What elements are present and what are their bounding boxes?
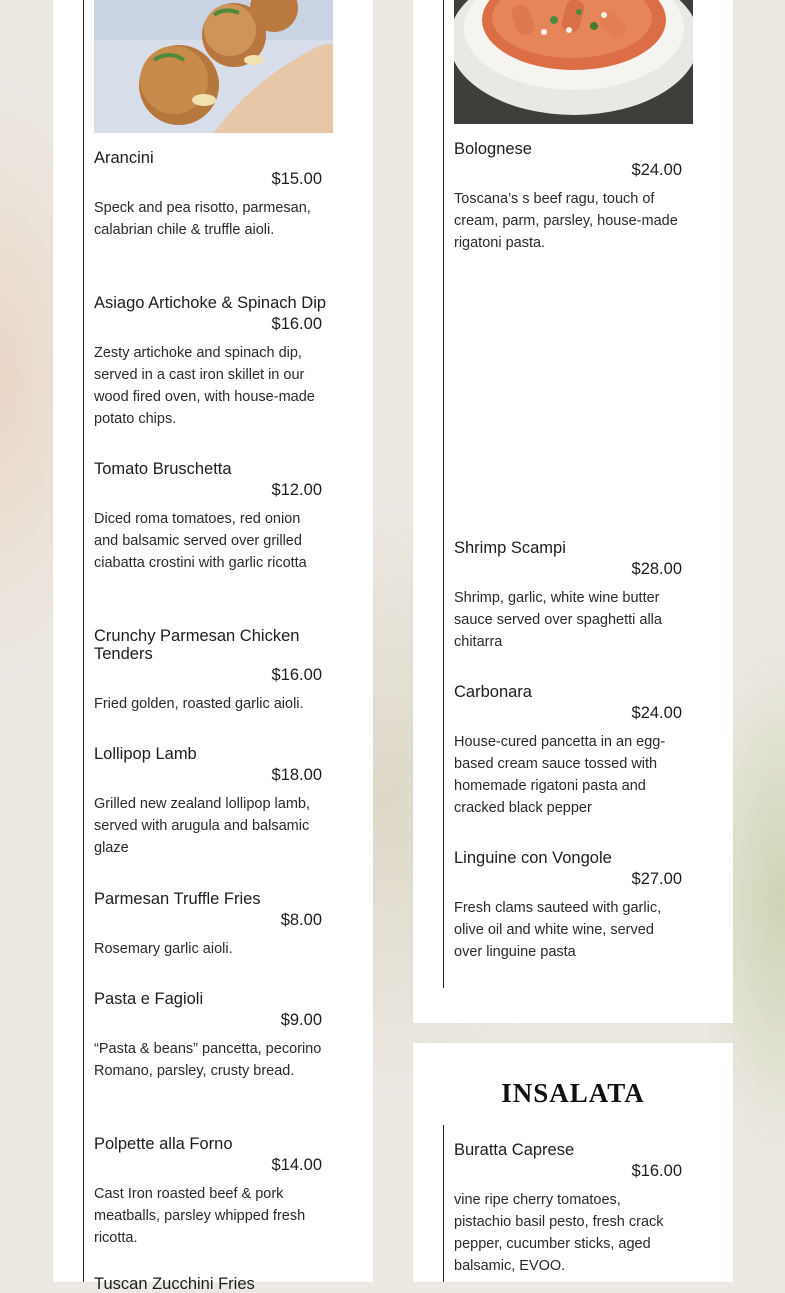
item-name: Arancini bbox=[94, 149, 154, 167]
item-description: Diced roma tomatoes, red onion and balsamic served over grilled ciabatta crostini with garlic ricotta bbox=[94, 511, 307, 571]
list-item bbox=[454, 539, 694, 653]
item-description: vine ripe cherry tomatoes, pistachio basil pesto, fresh crack pepper, cucumber sticks, aged balsamic, EVOO. bbox=[454, 1192, 664, 1274]
item-description: Shrimp, garlic, white wine butter sauce served over spaghetti alla chitarra bbox=[454, 590, 662, 650]
item-description: Speck and pea risotto, parmesan, calabrian chile & truffle aioli. bbox=[94, 200, 311, 238]
item-name: Crunchy Parmesan Chicken Tenders bbox=[94, 627, 300, 663]
list-item bbox=[94, 149, 334, 241]
item-description: Rosemary garlic aioli. bbox=[94, 941, 233, 957]
item-price: $16.00 bbox=[631, 1162, 682, 1180]
item-price: $24.00 bbox=[631, 704, 682, 722]
arancini-photo bbox=[94, 0, 333, 133]
item-description: Toscana’s s beef ragu, touch of cream, parm, parsley, house-made rigatoni pasta. bbox=[454, 191, 678, 251]
list-item bbox=[94, 1275, 334, 1293]
item-description: Grilled new zealand lollipop lamb, served with arugula and balsamic glaze bbox=[94, 796, 311, 856]
item-name: Lollipop Lamb bbox=[94, 745, 197, 763]
item-description: “Pasta & beans” pancetta, pecorino Romano, parsley, crusty bread. bbox=[94, 1041, 322, 1079]
item-name: Pasta e Fagioli bbox=[94, 990, 204, 1008]
list-item bbox=[454, 683, 694, 819]
list-item bbox=[94, 745, 334, 859]
item-description: Fried golden, roasted garlic aioli. bbox=[94, 696, 304, 712]
item-price: $24.00 bbox=[631, 161, 682, 179]
item-price: $18.00 bbox=[271, 766, 322, 784]
item-name: Buratta Caprese bbox=[454, 1141, 575, 1159]
item-price: $8.00 bbox=[280, 911, 322, 929]
item-description: Zesty artichoke and spinach dip, served in a cast iron skillet in our wood fired oven, with house-made potato chips. bbox=[94, 345, 315, 427]
bolognese-photo bbox=[454, 0, 693, 124]
section-title: INSALATA bbox=[501, 1078, 645, 1108]
pasta-column bbox=[443, 0, 704, 988]
item-name: Tomato Bruschetta bbox=[94, 460, 232, 478]
item-price: $28.00 bbox=[631, 560, 682, 578]
item-price: $16.00 bbox=[271, 666, 322, 684]
item-name: Linguine con Vongole bbox=[454, 849, 612, 867]
item-price: $27.00 bbox=[631, 870, 682, 888]
item-name: Carbonara bbox=[454, 683, 532, 701]
list-item bbox=[454, 140, 694, 254]
list-item bbox=[94, 890, 334, 960]
list-item bbox=[454, 849, 694, 963]
item-price: $12.00 bbox=[271, 481, 322, 499]
list-item bbox=[94, 990, 334, 1082]
list-item bbox=[94, 627, 334, 715]
list-item bbox=[94, 294, 334, 430]
item-price: $15.00 bbox=[271, 170, 322, 188]
item-name: Asiago Artichoke & Spinach Dip bbox=[94, 294, 327, 312]
list-item bbox=[454, 1141, 694, 1277]
list-item bbox=[94, 1135, 334, 1249]
item-name: Tuscan Zucchini Fries bbox=[94, 1275, 255, 1293]
appetizers-column bbox=[83, 0, 344, 1293]
insalata-column bbox=[443, 1125, 704, 1282]
list-item bbox=[94, 460, 334, 574]
item-description: House-cured pancetta in an egg-based cream sauce tossed with homemade rigatoni pasta and cracked black pepper bbox=[454, 734, 666, 816]
item-name: Shrimp Scampi bbox=[454, 539, 566, 557]
item-price: $14.00 bbox=[271, 1156, 322, 1174]
item-price: $9.00 bbox=[280, 1011, 322, 1029]
item-name: Bolognese bbox=[454, 140, 532, 158]
item-name: Parmesan Truffle Fries bbox=[94, 890, 261, 908]
item-description: Cast Iron roasted beef & pork meatballs, parsley whipped fresh ricotta. bbox=[94, 1186, 306, 1246]
item-name: Polpette alla Forno bbox=[94, 1135, 233, 1153]
item-description: Fresh clams sauteed with garlic, olive oil and white wine, served over linguine pasta bbox=[454, 900, 662, 960]
item-price: $16.00 bbox=[271, 315, 322, 333]
